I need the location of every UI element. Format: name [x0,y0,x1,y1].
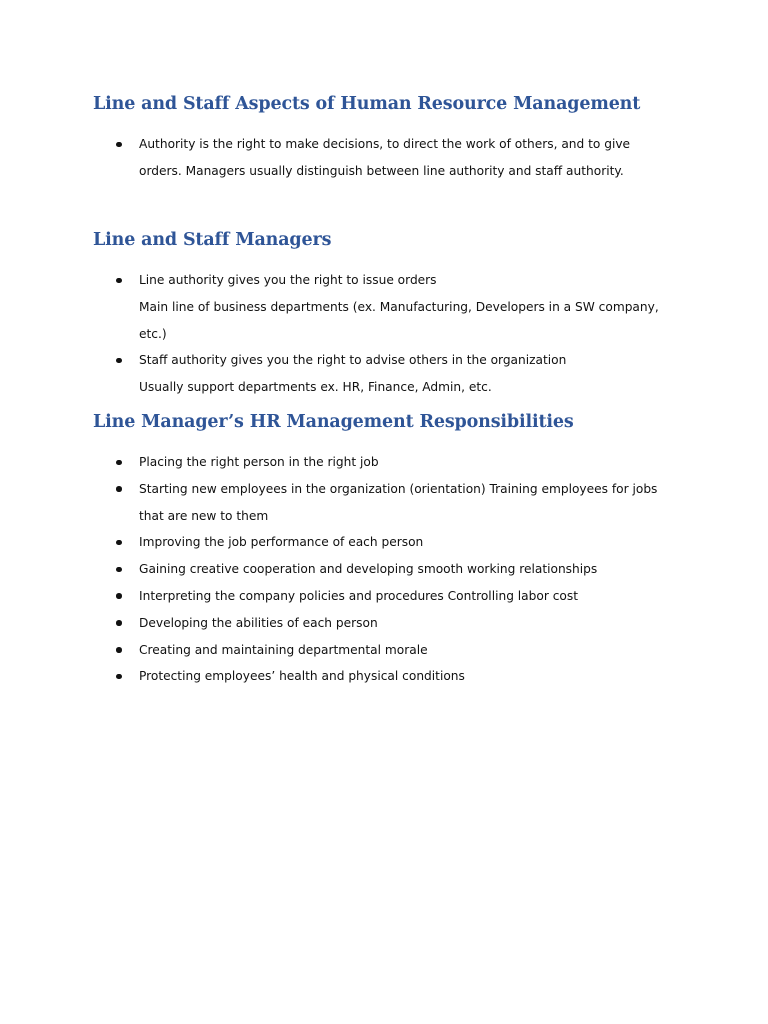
list-item-text-line: Gaining creative cooperation and developing smooth working relationships [139,562,598,577]
list-item-text-line: Developing the abilities of each person [139,615,378,630]
bullet-dot-icon [116,278,122,284]
list-item-text-line: orders. Managers usually distinguish between line authority and staff authority. [139,163,624,178]
bullet-dot-icon [116,358,122,364]
section-line-manager-hr-responsibilities [93,412,693,684]
list-item-text-line: Placing the right person in the right job [139,455,379,469]
bullet-dot-icon [116,620,122,626]
bullet-dot-icon [116,674,122,680]
section-line-staff-managers [93,230,693,395]
bullet-dot-icon [116,593,122,599]
list-item [93,610,683,637]
list-item-text-line: Protecting employees’ health and physical conditions [139,669,465,684]
list-item [93,449,683,476]
list-item-text-line: Authority is the right to make decisions, to direct the work of others, and to give [139,137,631,151]
list-item [93,529,683,556]
list-item [93,476,683,530]
list-item-text-line: Improving the job performance of each person [139,535,424,550]
list-item-text-line: that are new to them [139,508,269,523]
bullet-dot-icon [116,142,122,148]
section-heading: Line and Staff Aspects of Human Resource Management [93,94,641,114]
list-item [93,347,683,401]
list-item-text-line: etc.) [139,326,167,341]
list-item [93,556,683,583]
bullet-list [93,267,683,401]
bullet-dot-icon [116,486,122,492]
list-item [93,267,683,347]
list-item-text-line: Usually support departments ex. HR, Finance, Admin, etc. [139,380,492,395]
bullet-dot-icon [116,647,122,653]
bullet-dot-icon [116,540,122,546]
bullet-dot-icon [116,460,122,466]
list-item [93,583,683,610]
list-item-text-line: Main line of business departments (ex. Manufacturing, Developers in a SW company, [139,299,659,314]
bullet-list [93,449,683,690]
list-item [93,637,683,664]
bullet-dot-icon [116,567,122,573]
bullet-list [93,131,683,185]
list-item-text-line: Interpreting the company policies and procedures Controlling labor cost [139,588,579,603]
list-item-text-line: Starting new employees in the organization (orientation) Training employees for jobs [139,481,658,496]
list-item-text-line: Creating and maintaining departmental morale [139,642,428,657]
list-item-text-line: Staff authority gives you the right to advise others in the organization [139,353,567,368]
list-item [93,663,683,690]
section-heading: Line and Staff Managers [93,230,332,250]
section-line-staff-aspects [93,94,693,178]
section-heading: Line Manager’s HR Management Responsibilities [93,412,574,432]
list-item-text-line: Line authority gives you the right to issue orders [139,273,437,287]
list-item [93,131,683,185]
